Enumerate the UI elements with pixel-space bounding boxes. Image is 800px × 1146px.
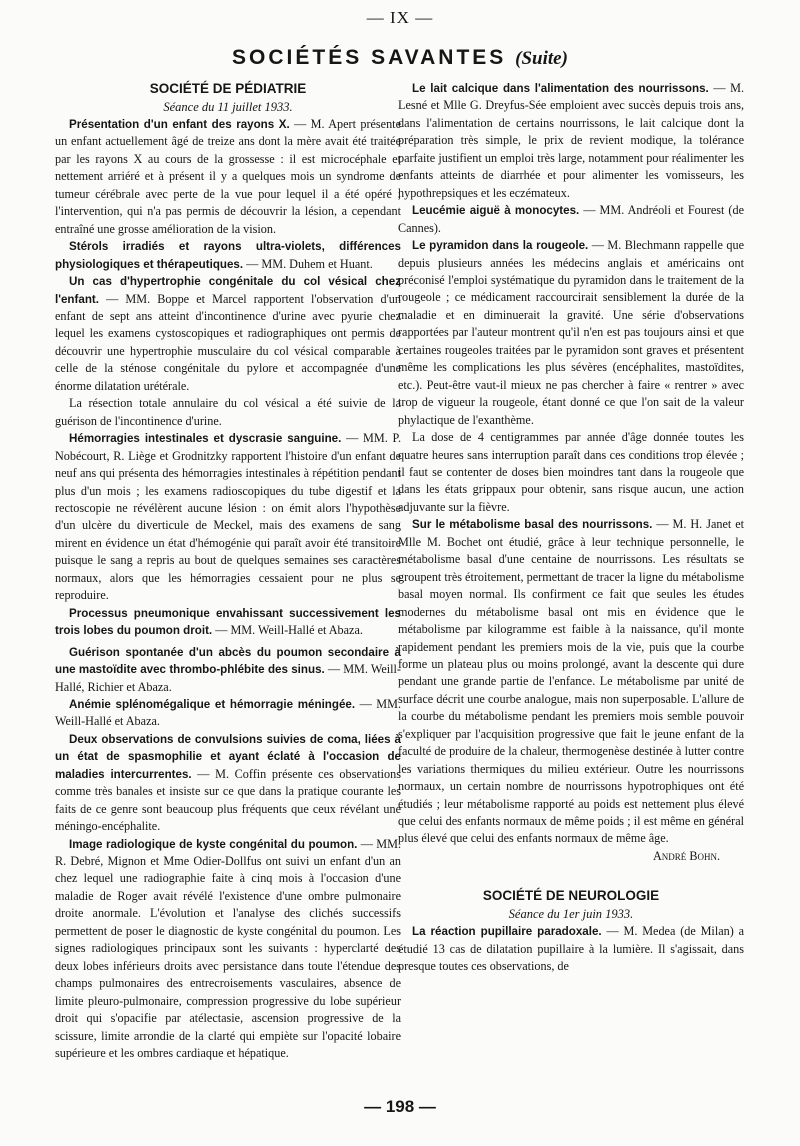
abstract-pyramidon [398,237,744,429]
abstract-body: — M. Apert présente un enfant actuellement âgé de treize ans dont la mère avait été traitée par les rayons X au cours de la grossesse : il est microcéphale et nettement arriéré et à présent il y a quelques mois un syndrome de tumeur cérébrale avec perte de la vue pour lequel il a été opéré ; l'intervention, qui n'a pas permis de découvrir la lésion, a cependant entraîné une grosse amélioration de la vision. [55,117,401,236]
abstract-body: — M. H. Janet et Mlle M. Bochet ont étudié, grâce à leur technique personnelle, le métabolisme basal d'une centaine de nourrissons. Les résultats se groupent très étroitement, permettant de tracer la ligne du métabolisme basal moyen normal. Ils confirment ce fait que seules les études modernes du métabolisme basal ont mis en évidence que le métabolisme par kilogramme est faible à la naissance, qu'il monte rapidement pendant les premiers mois de la vie, puis que la courbe forme un plateau plus ou moins prolongé, avant la descente qui dure pendant une grande partie de l'enfance. Le métabolisme par unité de surface décrit une courbe analogue, mais non superposable. L'allure de la courbe du métabolisme pendant les premiers mois semble pouvoir s'expliquer par l'acquisition progressive que fait le jeune enfant de la faculté de produire de la chaleur, thermogenèse destinée à lutter contre les variations thermiques du milieu extérieur. Outre les nourrissons normaux, un certain nombre de nourrissons hypotrophiques ont été étudiés ; leur métabolisme rapporté au poids est nettement plus élevé que celui des enfants normaux de même poids ; il est même en général plus élevé que celui des enfants normaux de même âge. [398,517,744,846]
abstract-heading: Hémorragies intestinales et dyscrasie sanguine. [69,432,342,446]
abstract-body: — M. Medea (de Milan) a étudié 13 cas de dilatation pupillaire à la lumière. Il s'agissait, dans presque toutes ces observations, de [398,924,745,974]
abstract-pupillaire [398,923,744,975]
abstract-body: — MM. Duhem et Huant. [243,256,373,271]
page-title [0,46,800,70]
abstract-body: — M. Coffin présente ces observations comme très banales et insiste sur ce que dans la pratique courante les faits de ce genre sont beaucoup plus fréquents que ceux révélant une méningo-encéphalite. [55,766,401,834]
page-roman-numeral: — IX — [366,8,434,27]
abstract-heading: La réaction pupillaire paradoxale. [412,925,602,939]
abstract-heading: Le pyramidon dans la rougeole. [412,239,589,253]
abstract-sterols [55,238,401,273]
signature: André Bohn. [652,848,720,863]
abstract-heading: Anémie splénomégalique et hémorragie méningée. [69,697,356,711]
abstract-rayons-x [55,116,401,238]
abstract-pneumonique [55,605,401,640]
abstract-anemie [55,696,401,731]
abstract-col-vesical [55,273,401,395]
abstract-body: — MM. P. Nobécourt, R. Liège et Grodnitzky rapportent l'histoire d'un enfant de neuf ans qui présenta des hémorragies intestinales à répétition pendant plus d'un mois ; les examens radioscopiques du tube digestif et la rectoscopie ne révélèrent aucune lésion : on émit alors l'hypothèse d'un ulcère du diverticule de Meckel, mais des examens de sang mirent en évidence un état d'hémogénie qui paraît avoir été transitoire puisque le sang a repris au bout de quelques semaines ses caractères normaux, alors que les hémorragies cessaient pour ne plus se reproduire. [55,431,401,603]
abstract-heading: Stérols irradiés et rayons ultra-violets, différences physiologiques et thérapeutiques. [55,240,401,271]
abstract-heading: Un cas d'hypertrophie congénitale du col vésical chez l'enfant. [55,275,401,306]
abstract-hemorragies [55,430,401,605]
abstract-metabolisme [398,516,744,848]
neurologie-title: SOCIÉTÉ DE NEUROLOGIE [482,888,660,904]
abstract-pyramidon-cont: La dose de 4 centigrammes par année d'âge donnée toutes les quatre heures sans interruption paraît dans ces conditions trop élevée ; il faut se contenter de doses bien moindres tant dans la rougeole que dans les états grippaux pour obtenir, sans risque aucun, une action adjuvante sur la fièvre. [398,430,744,514]
abstract-heading: Le lait calcique dans l'alimentation des nourrissons. [412,82,709,95]
abstract-heading: Sur le métabolisme basal des nourrissons. [412,518,653,532]
abstract-heading: Leucémie aiguë à monocytes. [412,204,580,218]
abstract-body: — MM. Weill-Hallé et Abaza. [212,623,363,638]
abstract-body: — MM. Andréoli et Fourest (de Cannes). [398,203,744,235]
pediatrie-title: SOCIÉTÉ DE PÉDIATRIE [149,81,307,96]
right-column [398,80,744,976]
abstract-heading: Image radiologique de kyste congénital du poumon. [69,837,358,851]
title-suite: (Suite) [515,48,568,69]
abstract-convulsions [55,731,401,836]
abstract-body: — M. Lesné et Mlle G. Dreyfus-Sée emploient avec succès depuis trois ans, dans l'alimentation de certains nourrissons, le lait calcique dont la préparation très simple, le prix de revient modique, la tolérance parfaite justifient un emploi très large, notamment pour réalimenter les enfants atteints de diarrhée et pour alimenter les vomisseurs, les hypothrepsiques et les eczémateux. [398,81,744,200]
abstract-kyste [55,836,401,1063]
abstract-body: — MM. Boppe et Marcel rapportent l'observation d'un enfant de sept ans atteint d'incontinence d'urine avec pyurie chez lequel les examens cystoscopiques et radiographiques ont permis de découvrir une hypertrophie musculaire du col vésical comparable à celle de la sténose congénitale du pylore et accompagnée d'une énorme dilatation urétérale. [55,291,401,393]
abstract-abces-poumon [55,644,401,696]
abstract-heading: Guérison spontanée d'un abcès du poumon secondaire à une mastoïdite avec thrombo-phlébite des sinus. [55,645,401,677]
abstract-body: — MM. Weill-Hallé et Abaza. [55,696,401,729]
abstract-heading: Deux observations de convulsions suivies de coma, liées à un état de spasmophilie et ayant éclaté à l'occasion de maladies intercurrentes. [55,732,401,781]
neurologie-date: Séance du 1er juin 1933. [508,907,634,922]
abstract-col-vesical-cont: La résection totale annulaire du col vésical a été suivie de la guérison de l'incontinence d'urine. [55,396,401,428]
left-column [55,80,401,1062]
abstract-lait-calcique [398,80,744,202]
abstract-body: — MM. R. Debré, Mignon et Mme Odier-Dollfus ont suivi un enfant d'un an chez lequel une radiographie faite à cinq mois à l'occasion d'une maladie de Roger avait révélé l'existence d'une ombre pulmonaire droite anormale. L'évolution et l'analyse des clichés successifs permettent de poser le diagnostic de kyste congénital du poumon. Les signes radiologiques principaux sont les suivants : hyperclarté des deux lobes inférieurs droits avec persistance dans toute l'étendue des champs pulmonaires des entrecroisements vasculaires, absence de limite pleuro-pulmonaire, compression progressive du lobe supérieur droit qui s'opacifie par atélectasie, ascension progressive de la scissure, limite arrondie de la clarté qui empiète sur l'opacité lobaire supérieure et les ombres cardiaque et hépatique. [55,836,401,1061]
abstract-body: — MM. Weill-Hallé, Richier et Abaza. [55,662,401,694]
pediatrie-date: Séance du 11 juillet 1933. [163,100,293,114]
abstract-leucemie [398,202,744,237]
page-number: — 198 — [364,1097,436,1116]
abstract-heading: Présentation d'un enfant des rayons X. [69,118,290,131]
abstract-body: — M. Blechmann rappelle que depuis plusieurs années les médecins anglais et américains ont préconisé l'emploi systématique du pyramidon dans le traitement de la rougeole ; ce médicament raccourcirait sensiblement la durée de la maladie et en diminuerait la gravité. Une série d'observations rapportées par l'auteur montrent qu'il n'en est pas toujours ainsi et que certaines rougeoles traitées par le pyramidon sont graves et présentent même les complications les plus sévères (encéphalites, mastoïdites, etc.). Peut-être vaut-il mieux ne pas chercher à faire « rentrer » avec trop de vigueur la rougeole, étant donné ce que l'on sait de la valeur phylactique de l'exanthème. [398,238,745,427]
abstract-heading: Processus pneumonique envahissant successivement les trois lobes du poumon droit. [55,606,401,638]
title-text: SOCIÉTÉS SAVANTES [232,46,507,69]
